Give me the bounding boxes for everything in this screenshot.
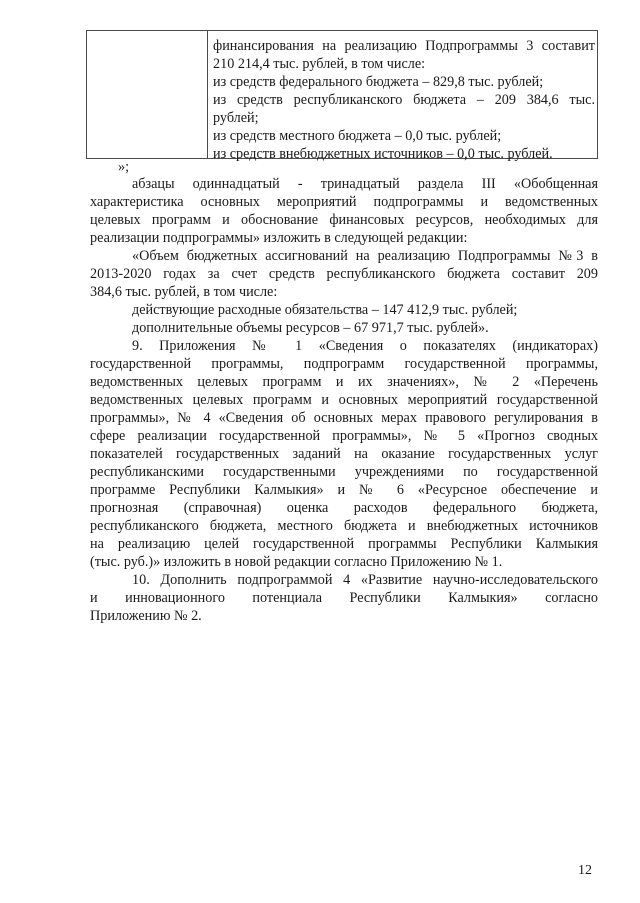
paragraph-line: программе Республики Калмыкия» и № 6 «Ресурсное обеспечение и — [90, 482, 598, 498]
paragraph-line: ведомственных целевых программ и основных мероприятий государственной — [90, 392, 598, 408]
paragraph-line: республиканского бюджета, местного бюджета и внебюджетных источников — [90, 518, 598, 534]
paragraph-line: 10. Дополнить подпрограммой 4 «Развитие научно-исследовательского — [132, 572, 598, 588]
paragraph-line: характеристика основных мероприятий подпрограммы и ведомственных — [90, 194, 598, 210]
table-line: из средств федерального бюджета – 829,8 тыс. рублей; — [213, 74, 544, 90]
paragraph-line: действующие расходные обязательства – 147 412,9 тыс. рублей; — [132, 302, 518, 318]
paragraph-line: и инновационного потенциала Республики Калмыкия» согласно — [90, 590, 598, 606]
paragraph-line: государственной программы, подпрограмм государственной программы, — [90, 356, 598, 372]
paragraph-line: дополнительные объемы ресурсов – 67 971,7 тыс. рублей». — [132, 320, 489, 336]
paragraph-line: сфере реализации государственной программы», № 5 «Прогноз сводных — [90, 428, 598, 444]
paragraph-line: (тыс. руб.)» изложить в новой редакции согласно Приложению № 1. — [90, 554, 503, 570]
table-right-cell — [213, 37, 595, 163]
paragraph-line: Приложению № 2. — [90, 608, 202, 624]
paragraph-line: программы», № 4 «Сведения об основных мерах правового регулирования в — [90, 410, 598, 426]
paragraph-line: 2013-2020 годах за счет средств республиканского бюджета составит 209 — [90, 266, 598, 282]
paragraph-line: абзацы одиннадцатый - тринадцатый раздела III «Обобщенная — [132, 176, 598, 192]
closing-quote: »; — [118, 159, 130, 175]
table-line: 210 214,4 тыс. рублей, в том числе: — [213, 56, 426, 72]
table-left-cell — [87, 31, 208, 158]
table-line: из средств внебюджетных источников – 0,0 тыс. рублей. — [213, 146, 553, 162]
paragraph-line: реализации подпрограммы» изложить в следующей редакции: — [90, 230, 468, 246]
paragraph-line: «Объем бюджетных ассигнований на реализацию Подпрограммы №3 в — [132, 248, 598, 264]
paragraph-line: 9. Приложения № 1 «Сведения о показателях (индикаторах) — [132, 338, 598, 354]
table-line: рублей; — [213, 110, 259, 126]
table-line: финансирования на реализацию Подпрограммы 3 составит — [213, 38, 595, 54]
paragraph-line: республиканскими государственными учреждениями по государственной — [90, 464, 598, 480]
paragraph-line: ведомственных целевых программ и их значениях», № 2 «Перечень — [90, 374, 598, 390]
document-body — [90, 175, 598, 625]
table-line: из средств республиканского бюджета – 209 384,6 тыс. — [213, 92, 595, 108]
page-number: 12 — [578, 863, 592, 878]
paragraph-line: показателей государственных заданий на оказание государственных услуг — [90, 446, 598, 462]
paragraph-line: на реализацию целей государственной программы Республики Калмыкия — [90, 536, 598, 552]
table-line: из средств местного бюджета – 0,0 тыс. рублей; — [213, 128, 502, 144]
funding-table — [86, 30, 598, 162]
paragraph-line: прогнозная (справочная) оценка расходов федерального бюджета, — [90, 500, 598, 516]
paragraph-line: 384,6 тыс. рублей, в том числе: — [90, 284, 278, 300]
paragraph-line: целевых программ и обоснование финансовых ресурсов, необходимых для — [90, 212, 598, 228]
